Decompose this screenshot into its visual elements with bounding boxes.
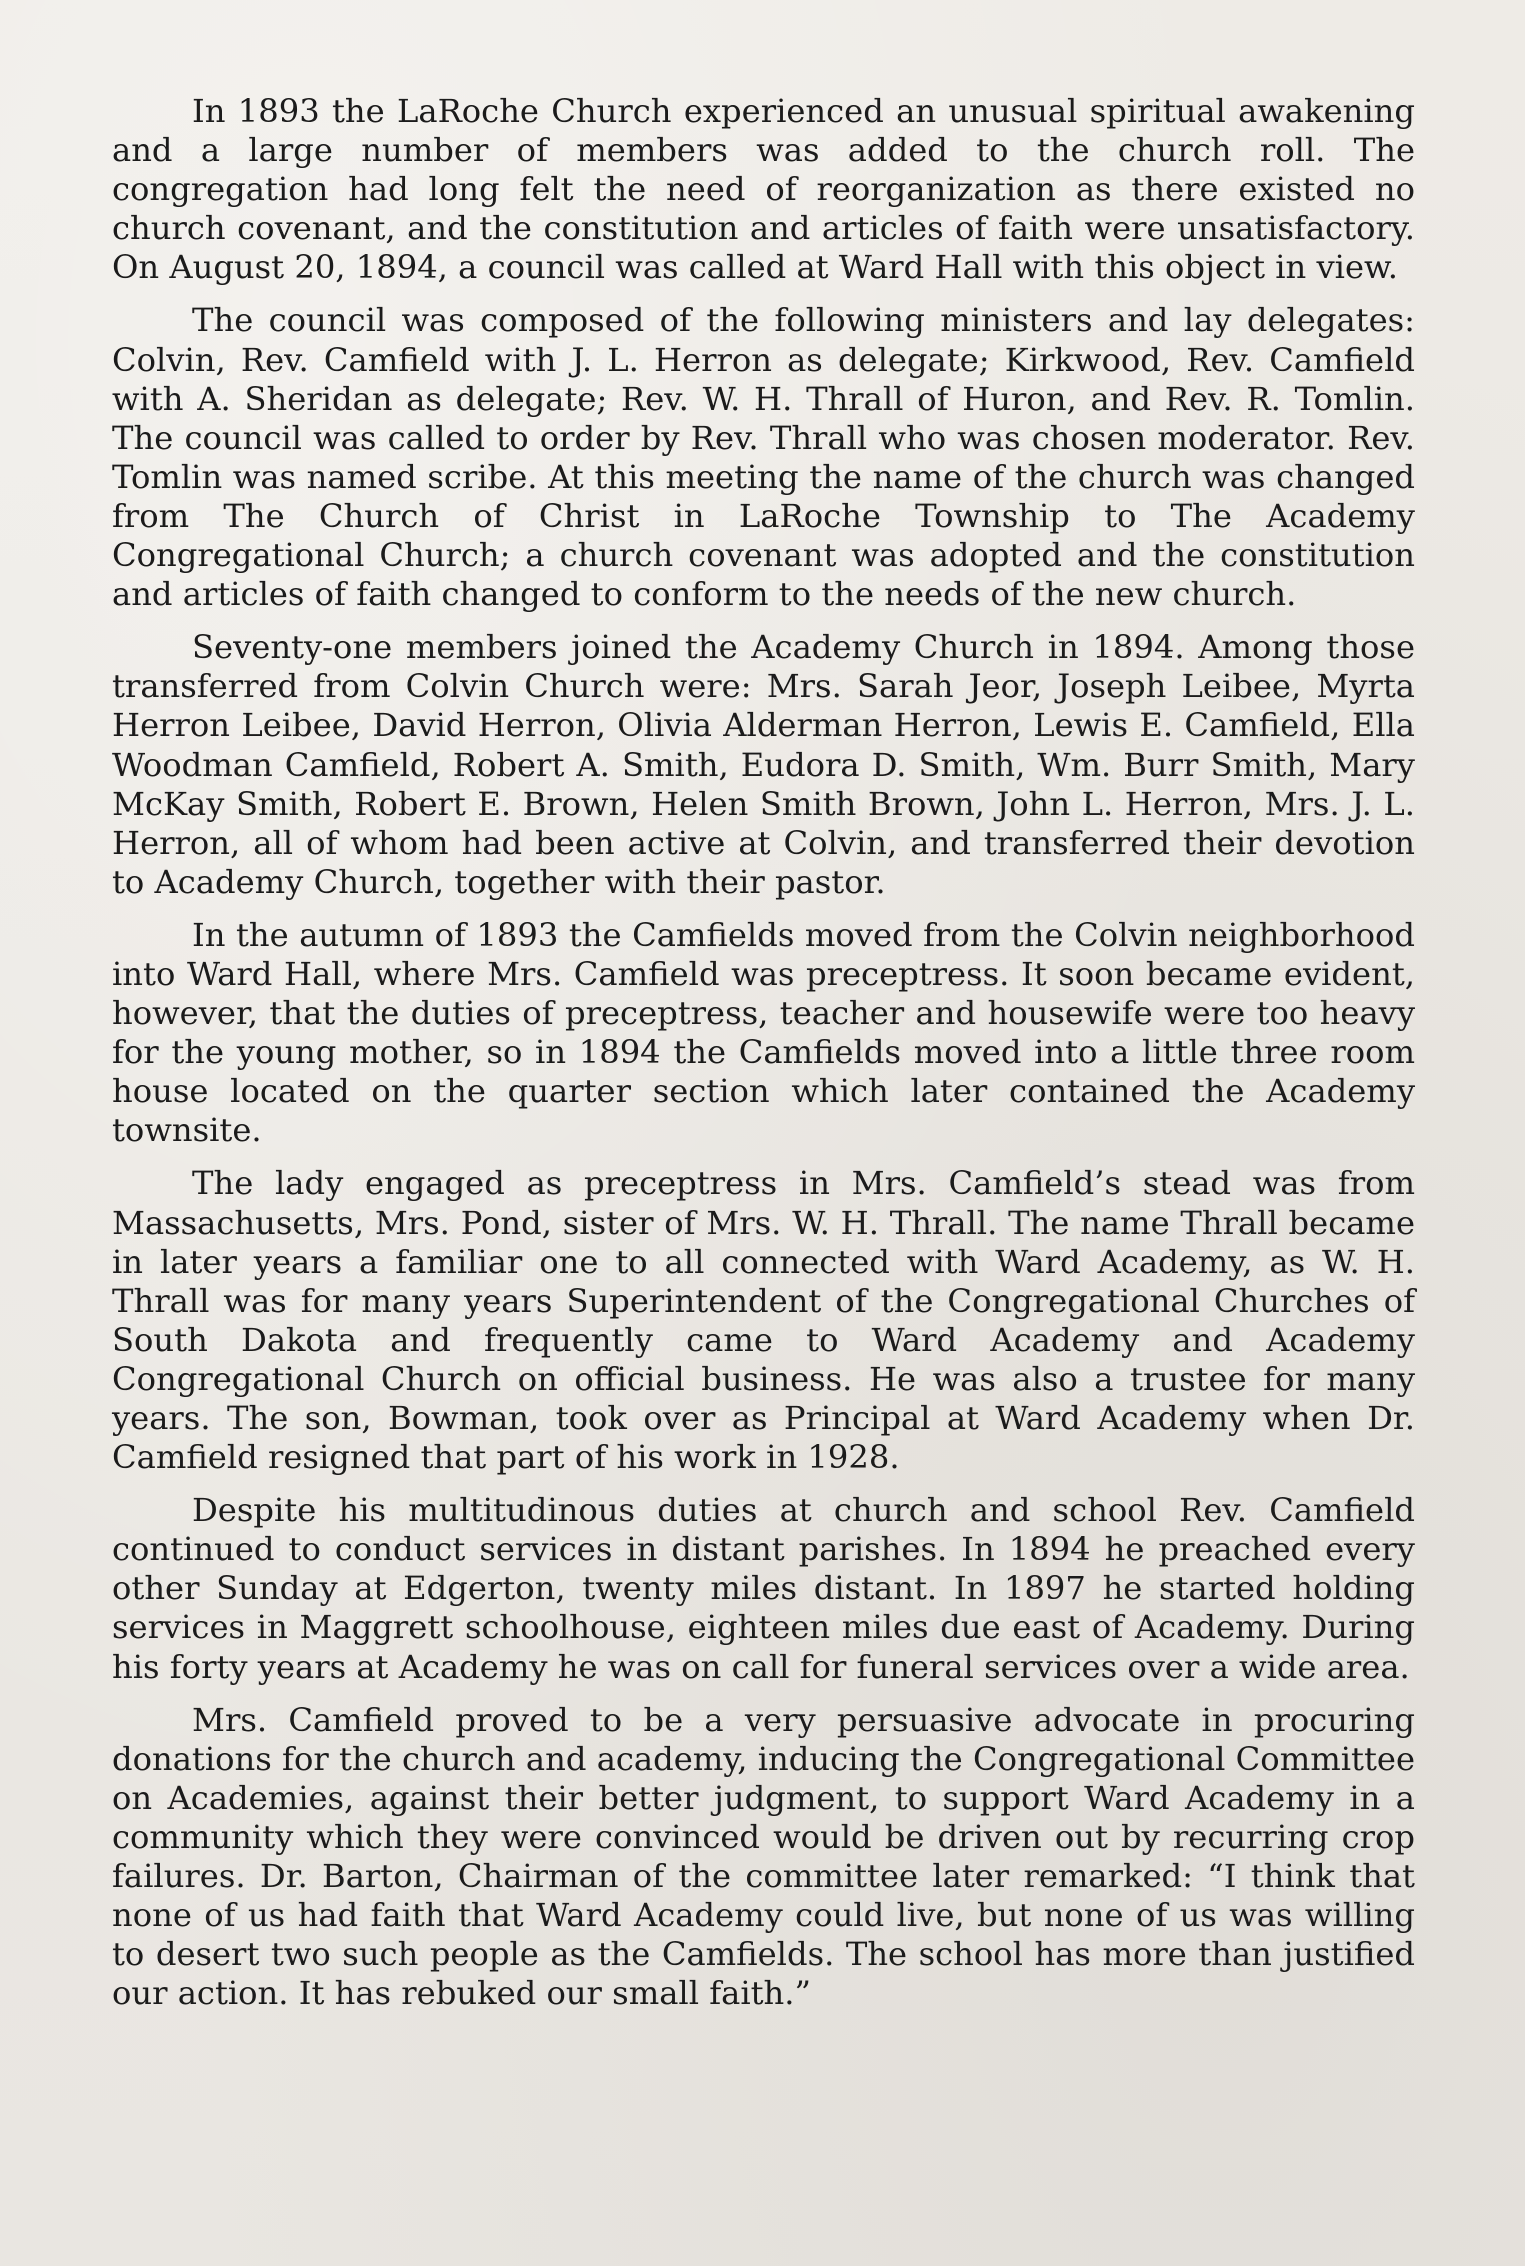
paragraph-preceptress: The lady engaged as preceptress in Mrs. Camfield’s stead was from Massachusetts, Mrs. Pond, sister of Mrs. W. H. Thrall. The name Thrall became in later years a familiar one to all connected with Ward Academy, as W. H. Thrall was for many years Superintendent of the Congregational Churches of South Dakota and frequently came to Ward Academy and Academy Congregational Church on official business. He was also a trustee for many years. The son, Bowman, took over as Principal at Ward Academy when Dr. Camfield resigned that part of his work in 1928. <box>112 1164 1415 1477</box>
paragraph-donations: Mrs. Camfield proved to be a very persuasive advocate in procuring donations for the church and academy, inducing the Congregational Committee on Academies, against their better judgment, to support Ward Academy in a community which they were convinced would be driven out by recurring crop failures. Dr. Barton, Chairman of the committee later remarked: “I think that none of us had faith that Ward Academy could live, but none of us was willing to desert two such people as the Camfields. The school has more than justified our action. It has rebuked our small faith.” <box>112 1700 1415 2013</box>
paragraph-services: Despite his multitudinous duties at church and school Rev. Camfield continued to conduct services in distant parishes. In 1894 he preached every other Sunday at Edgerton, twenty miles distant. In 1897 he started holding services in Maggrett schoolhouse, eighteen miles due east of Academy. During his forty years at Academy he was on call for funeral services over a wide area. <box>112 1491 1415 1686</box>
paragraph-ward-hall: In the autumn of 1893 the Camfields moved from the Colvin neighborhood into Ward Hall, where Mrs. Camfield was preceptress. It soon became evident, however, that the duties of preceptress, teacher and housewife were too heavy for the young mother, so in 1894 the Camfields moved into a little three room house located on the quarter section which later contained the Academy townsite. <box>112 915 1415 1150</box>
paragraph-council: The council was composed of the following ministers and lay delegates: Colvin, Rev. Camfield with J. L. Herron as delegate; Kirkwood, Rev. Camfield with A. Sheridan as delegate; Rev. W. H. Thrall of Huron, and Rev. R. Tomlin. The council was called to order by Rev. Thrall who was chosen moderator. Rev. Tomlin was named scribe. At this meeting the name of the church was changed from The Church of Christ in LaRoche Township to The Academy Congregational Church; a church covenant was adopted and the constitution and articles of faith changed to conform to the needs of the new church. <box>112 301 1415 614</box>
paragraph-members: Seventy-one members joined the Academy Church in 1894. Among those transferred from Colvin Church were: Mrs. Sarah Jeor, Joseph Leibee, Myrta Herron Leibee, David Herron, Olivia Alderman Herron, Lewis E. Camfield, Ella Woodman Camfield, Robert A. Smith, Eudora D. Smith, Wm. Burr Smith, Mary McKay Smith, Robert E. Brown, Helen Smith Brown, John L. Herron, Mrs. J. L. Herron, all of whom had been active at Colvin, and transferred their devotion to Academy Church, together with their pastor. <box>112 628 1415 901</box>
body-text <box>112 92 1415 2013</box>
paragraph-reorganization: In 1893 the LaRoche Church experienced an unusual spiritual awakening and a large number of members was added to the church roll. The congregation had long felt the need of reorganization as there existed no church covenant, and the constitution and articles of faith were unsatisfactory. On August 20, 1894, a council was called at Ward Hall with this object in view. <box>112 92 1415 287</box>
